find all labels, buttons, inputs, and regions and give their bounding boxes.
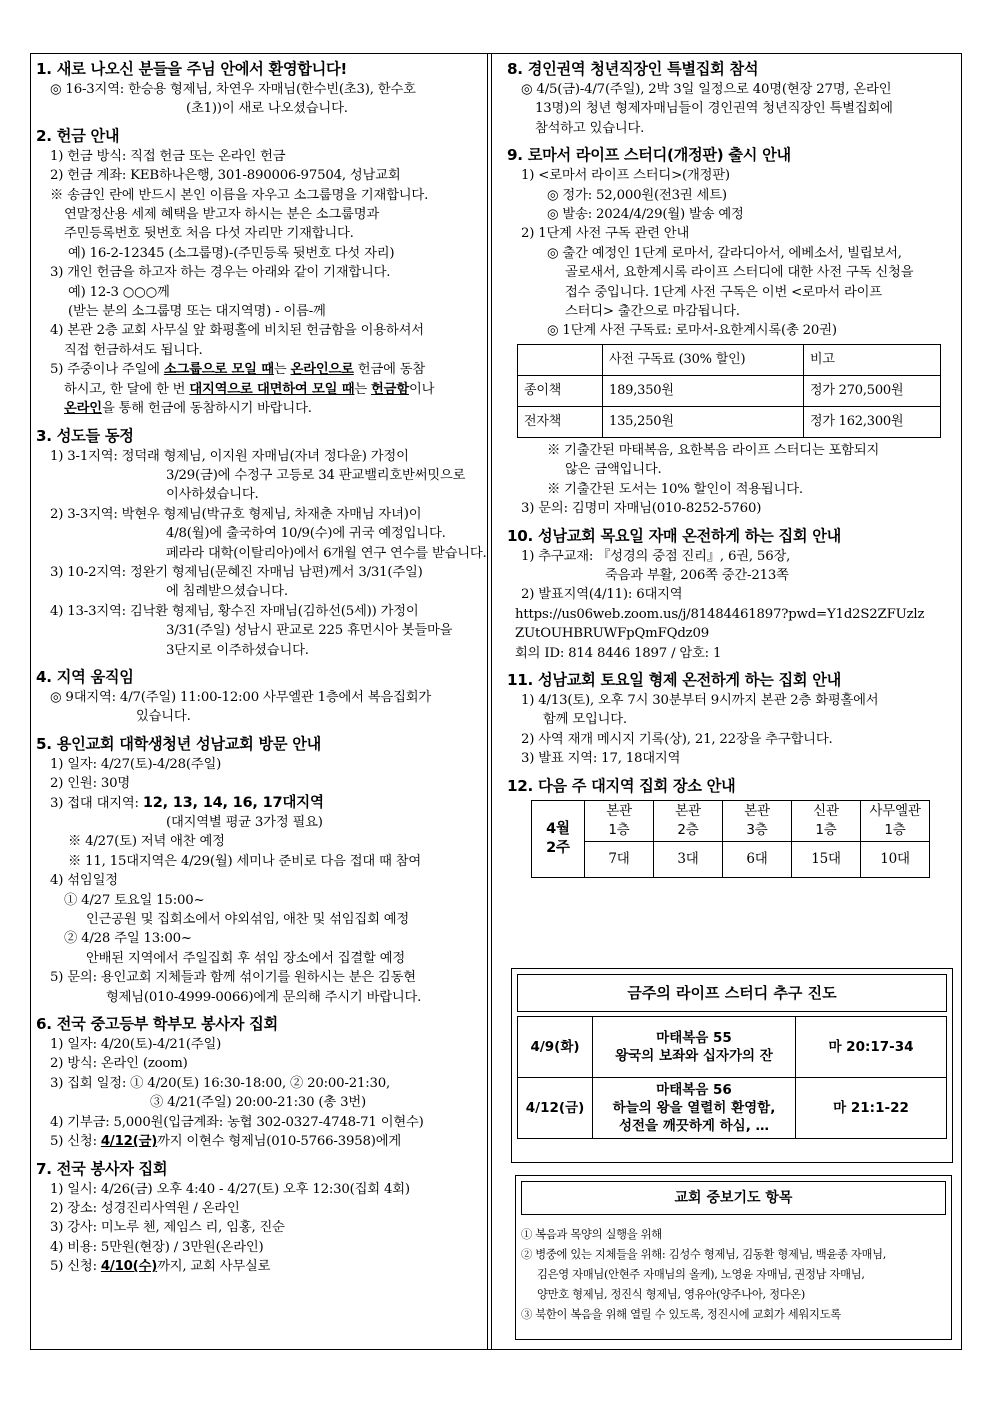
place-name: 본관 1층 [585, 800, 654, 842]
place-name: 신관 1층 [792, 800, 861, 842]
emphasis: 온라인 [64, 401, 102, 417]
right-column [507, 59, 955, 882]
s6-line: 1) 일자: 4/20(토)-4/21(주일) [50, 1037, 222, 1053]
s2-line: 예) 16-2-12345 (소그룹명)-(주민등록 뒷번호 다섯 자리) [68, 245, 395, 261]
s2-line: 3) 개인 헌금을 하고자 하는 경우는 아래와 같이 기재합니다. [50, 265, 391, 281]
place-name: 본관 2층 [654, 800, 723, 842]
table-row [518, 406, 941, 437]
s11-line: 함께 모입니다. [543, 712, 627, 728]
s6-line: 5) 신청: 4/12(금)까지 이현수 형제님(010-5766-3958)에게 [50, 1134, 402, 1150]
section-2-title: 2. 헌금 안내 [36, 126, 120, 145]
s3-line: 3/29(금)에 수정구 고등로 34 판교밸리호반써밋으로 [166, 467, 466, 483]
s3-line: 페라라 대학(이탈리아)에서 6개월 연구 연수를 받습니다. [166, 545, 487, 561]
s11-line: 3) 발표 지역: 17, 18대지역 [521, 751, 681, 767]
study-date: 4/12(금) [518, 1078, 593, 1139]
s2-line: 4) 본관 2층 교회 사무실 앞 화평홀에 비치된 헌금함을 이용하셔서 [50, 323, 424, 339]
s5-line: 4) 섞임일정 [50, 873, 118, 889]
table-cell: 전자책 [518, 406, 603, 437]
study-reference: 마 20:17-34 [796, 1017, 947, 1078]
study-reference: 마 21:1-22 [796, 1078, 947, 1139]
s9-line: 스터디> 출간으로 마감됩니다. [565, 304, 740, 320]
s3-line: 4/8(월)에 출국하여 10/9(수)에 귀국 예정입니다. [166, 526, 446, 542]
s7-line: 3) 강사: 미노루 첸, 제임스 리, 임홍, 진순 [50, 1220, 285, 1236]
s10-line: 2) 발표지역(4/11): 6대지역 [521, 587, 683, 603]
week-label: 4월 2주 [532, 800, 585, 878]
prayer-item-cont: 양만호 형제님, 정진식 형제님, 영유아(양주나아, 정다온) [537, 1288, 806, 1301]
s9-line: 1) <로마서 라이프 스터디>(개정판) [521, 168, 730, 184]
s10-line: 회의 ID: 814 8446 1897 / 암호: 1 [515, 645, 722, 661]
subscription-price-table [517, 344, 941, 438]
s7-line: 5) 신청: 4/10(수)까지, 교회 사무실로 [50, 1259, 271, 1275]
table-cell: 189,350원 [603, 375, 804, 406]
s6-line: 4) 기부금: 5,000원(입금계좌: 농협 302-0327-4748-71 이현수) [50, 1114, 424, 1130]
section-12-title: 12. 다음 주 대지역 집회 장소 안내 [507, 776, 736, 795]
place-district: 15대 [792, 842, 861, 878]
s6-line: ③ 4/21(주일) 20:00-21:30 (총 3번) [150, 1095, 366, 1111]
s9-line: ◎ 발송: 2024/4/29(월) 발송 예정 [547, 207, 744, 223]
life-study-box [511, 968, 953, 1163]
table-cell: 정가 162,300원 [804, 406, 941, 437]
s11-line: 1) 4/13(토), 오후 7시 30분부터 9시까지 본관 2층 화평홀에서 [521, 692, 879, 708]
place-district: 10대 [861, 842, 930, 878]
section-6-title: 6. 전국 중고등부 학부모 봉사자 집회 [36, 1015, 278, 1034]
s2-line: 주민등록번호 뒷번호 처음 다섯 자리만 기재합니다. [64, 226, 354, 242]
deadline: 4/10(수) [100, 1259, 158, 1275]
study-date: 4/9(화) [518, 1017, 593, 1078]
host-districts: 12, 13, 14, 16, 17대지역 [142, 794, 324, 811]
table-cell: 정가 270,500원 [804, 375, 941, 406]
s3-line: 에 침례받으셨습니다. [166, 584, 288, 600]
s3-line: 이사하셨습니다. [166, 487, 259, 503]
s11-line: 2) 사역 재개 메시지 기록(상), 21, 22장을 추구합니다. [521, 731, 833, 747]
prayer-item: ① 복음과 목양의 실행을 위해 [521, 1228, 662, 1241]
prayer-item: ③ 북한이 복음을 위해 열릴 수 있도록, 정진시에 교회가 세워지도록 [521, 1308, 841, 1321]
s9-line: 접수 중입니다. 1단계 사전 구독은 이번 <로마서 라이프 [565, 284, 882, 300]
s3-line: 3) 10-2지역: 정완기 형제님(문혜진 자매님 남편)께서 3/31(주일) [50, 564, 423, 580]
s3-line: 3단지로 이주하셨습니다. [166, 642, 309, 658]
emphasis: 헌금함 [371, 381, 409, 397]
section-11-title: 11. 성남교회 토요일 형제 온전하게 하는 집회 안내 [507, 670, 841, 689]
study-topic: 마태복음 55 왕국의 보좌와 십자가의 잔 [593, 1017, 796, 1078]
prayer-box [515, 1175, 952, 1340]
s4-line: ◎ 9대지역: 4/7(주일) 11:00-12:00 사무엘관 1층에서 복음집회가 [50, 689, 432, 705]
s9-line: ※ 기출간된 마태복음, 요한복음 라이프 스터디는 포함되지 [547, 442, 880, 458]
s10-line: 1) 추구교재: 『성경의 중점 진리』, 6권, 56장, [521, 548, 791, 564]
section-3-title: 3. 성도들 동정 [36, 426, 134, 445]
zoom-link-cont[interactable]: ZUtOUHBRUWFpQmFQdz09 [515, 626, 709, 642]
prayer-item-cont: 김은영 자매님(안현주 자매님의 올케), 노영윤 자매님, 권정남 자매님, [537, 1268, 865, 1281]
s8-line: 참석하고 있습니다. [535, 120, 645, 136]
emphasis: 온라인으로 [290, 362, 354, 378]
life-study-table [517, 1016, 947, 1139]
table-header: 비고 [804, 344, 941, 375]
table-header: 사전 구독료 (30% 할인) [603, 344, 804, 375]
prayer-list [521, 1225, 946, 1325]
s3-line: 2) 3-3지역: 박현우 형제님(박규호 형제님, 차재춘 자매님 자녀)이 [50, 506, 422, 522]
s3-line: 3/31(주일) 성남시 판교로 225 휴먼시아 봇들마을 [166, 623, 453, 639]
s1-line: (초1))이 새로 나오셨습니다. [186, 101, 348, 117]
s4-line: 있습니다. [136, 709, 191, 725]
section-1-title: 1. 새로 나오신 분들을 주님 안에서 환영합니다! [36, 60, 347, 78]
s8-line: ◎ 4/5(금)-4/7(주일), 2박 3일 일정으로 40명(현장 27명, 온라인 [521, 82, 892, 97]
section-4-title: 4. 지역 움직임 [36, 667, 134, 686]
section-8-title: 8. 경인권역 청년직장인 특별집회 참석 [507, 60, 759, 78]
s5-line: 형제님(010-4999-0066)에게 문의해 주시기 바랍니다. [106, 989, 422, 1005]
s9-line: 않은 금액입니다. [565, 462, 662, 478]
place-district: 6대 [723, 842, 792, 878]
section-5-title: 5. 용인교회 대학생청년 성남교회 방문 안내 [36, 734, 321, 753]
s9-line: ◎ 정가: 52,000원(전3권 세트) [547, 187, 727, 203]
s2-line: 1) 헌금 방식: 직접 헌금 또는 온라인 헌금 [50, 148, 286, 164]
table-row [518, 375, 941, 406]
s5-line: ② 4/28 주일 13:00~ [64, 931, 192, 947]
emphasis: 대지역으로 대면하여 모일 때 [189, 381, 355, 397]
s7-line: 4) 비용: 5만원(현장) / 3만원(온라인) [50, 1239, 264, 1255]
s5-line: ※ 4/27(토) 저녁 애찬 예정 [68, 834, 225, 850]
section-7-title: 7. 전국 봉사자 집회 [36, 1159, 168, 1178]
s5-line: ① 4/27 토요일 15:00~ [64, 892, 205, 908]
s2-line: 연말정산용 세제 혜택을 받고자 하시는 분은 소그룹명과 [64, 207, 379, 223]
zoom-link[interactable]: https://us06web.zoom.us/j/81484461897?pwd=Y1d2S2ZFUzlz [515, 606, 925, 622]
s7-line: 1) 일시: 4/26(금) 오후 4:40 - 4/27(토) 오후 12:30(집회 4회) [50, 1181, 410, 1197]
table-cell: 종이책 [518, 375, 603, 406]
s5-line: ※ 11, 15대지역은 4/29(월) 세미나 준비로 다음 접대 때 참여 [68, 853, 422, 869]
s2-line: 5) 주중이나 주일에 소그룹으로 모일 때는 온라인으로 헌금에 동참 [50, 362, 426, 378]
place-name: 사무엘관 1층 [861, 800, 930, 842]
place-district: 7대 [585, 842, 654, 878]
s2-line: 직접 헌금하셔도 됩니다. [64, 342, 203, 358]
s2-line: ※ 송금인 란에 반드시 본인 이름을 자우고 소그룹명을 기재합니다. [50, 187, 429, 203]
left-column [36, 59, 487, 1277]
s6-line: 2) 방식: 온라인 (zoom) [50, 1056, 188, 1072]
table-row [518, 1078, 947, 1139]
s5-line: 2) 인원: 30명 [50, 776, 131, 792]
s1-line: ◎ 16-3지역: 한승용 형제님, 차연우 자매님(한수빈(초3), 한수호 [50, 82, 416, 97]
place-name: 본관 3층 [723, 800, 792, 842]
s7-line: 2) 장소: 성경진리사역원 / 온라인 [50, 1200, 240, 1216]
s2-line: 예) 12-3 ○○○께 [68, 284, 170, 300]
life-study-title: 금주의 라이프 스터디 추구 진도 [517, 974, 947, 1012]
s2-line: 하시고, 한 달에 한 번 대지역으로 대면하여 모일 때는 헌금함이나 [64, 381, 435, 397]
s5-line: 3) 접대 대지역: 12, 13, 14, 16, 17대지역 [50, 794, 324, 811]
s9-line: ◎ 1단계 사전 구독료: 로마서-요한계시록(총 20권) [547, 323, 837, 339]
s2-line: (받는 분의 소그룹명 또는 대지역명) - 이름-께 [68, 304, 326, 320]
s10-line: 죽음과 부활, 206쪽 중간-213쪽 [605, 567, 789, 583]
prayer-item: ② 병중에 있는 지체들을 위해: 김성수 형제님, 김동환 형제님, 백윤종 자매님, [521, 1248, 887, 1261]
s5-line: 1) 일자: 4/27(토)-4/28(주일) [50, 756, 222, 772]
section-10-title: 10. 성남교회 목요일 자매 온전하게 하는 집회 안내 [507, 526, 841, 545]
s2-line: 온라인을 통해 헌금에 동참하시기 바랍니다. [64, 401, 312, 417]
column-divider [487, 53, 492, 1350]
s9-line: 3) 문의: 김명미 자매님(010-8252-5760) [521, 501, 762, 517]
s6-line: 3) 집회 일정: ① 4/20(토) 16:30-18:00, ② 20:00-21:30, [50, 1075, 391, 1091]
s3-line: 4) 13-3지역: 김낙환 형제님, 황수진 자매님(김하선(5세)) 가정이 [50, 603, 419, 619]
study-topic: 마태복음 56 하늘의 왕을 열렬히 환영함, 성전을 깨끗하게 하심, … [593, 1078, 796, 1139]
table-cell: 135,250원 [603, 406, 804, 437]
table-header [518, 344, 603, 375]
emphasis: 소그룹으로 모일 때 [163, 362, 274, 378]
s5-line: 5) 문의: 용인교회 지체들과 함께 섞이기를 원하시는 분은 김동현 [50, 970, 416, 986]
s5-line: (대지역별 평균 3가정 필요) [166, 815, 323, 830]
s2-line: 2) 헌금 계좌: KEB하나은행, 301-890006-97504, 성남교회 [50, 168, 401, 184]
s9-line: ※ 기출간된 도서는 10% 할인이 적용됩니다. [547, 481, 803, 497]
s8-line: 13명)의 청년 형제자매님들이 경인권역 청년직장인 특별집회에 [535, 101, 893, 117]
section-9-title: 9. 로마서 라이프 스터디(개정판) 출시 안내 [507, 146, 791, 165]
s3-line: 1) 3-1지역: 정덕래 형제님, 이지원 자매님(자녀 정다윤) 가정이 [50, 448, 409, 464]
s5-line: 안배된 지역에서 주일집회 후 섞임 장소에서 집결할 예정 [86, 950, 406, 966]
meeting-place-table [531, 800, 930, 879]
prayer-title: 교회 중보기도 항목 [521, 1181, 946, 1215]
s9-line: 2) 1단계 사전 구독 관련 안내 [521, 226, 690, 242]
deadline: 4/12(금) [100, 1134, 158, 1150]
s9-line: ◎ 출간 예정인 1단계 로마서, 갈라디아서, 에베소서, 빌립보서, [547, 245, 902, 261]
s5-line: 인근공원 및 집회소에서 야외섞임, 애찬 및 섞임집회 예정 [86, 912, 410, 928]
place-district: 3대 [654, 842, 723, 878]
s9-line: 골로새서, 요한계시록 라이프 스터디에 대한 사전 구독 신청을 [565, 265, 914, 281]
table-row [518, 1017, 947, 1078]
